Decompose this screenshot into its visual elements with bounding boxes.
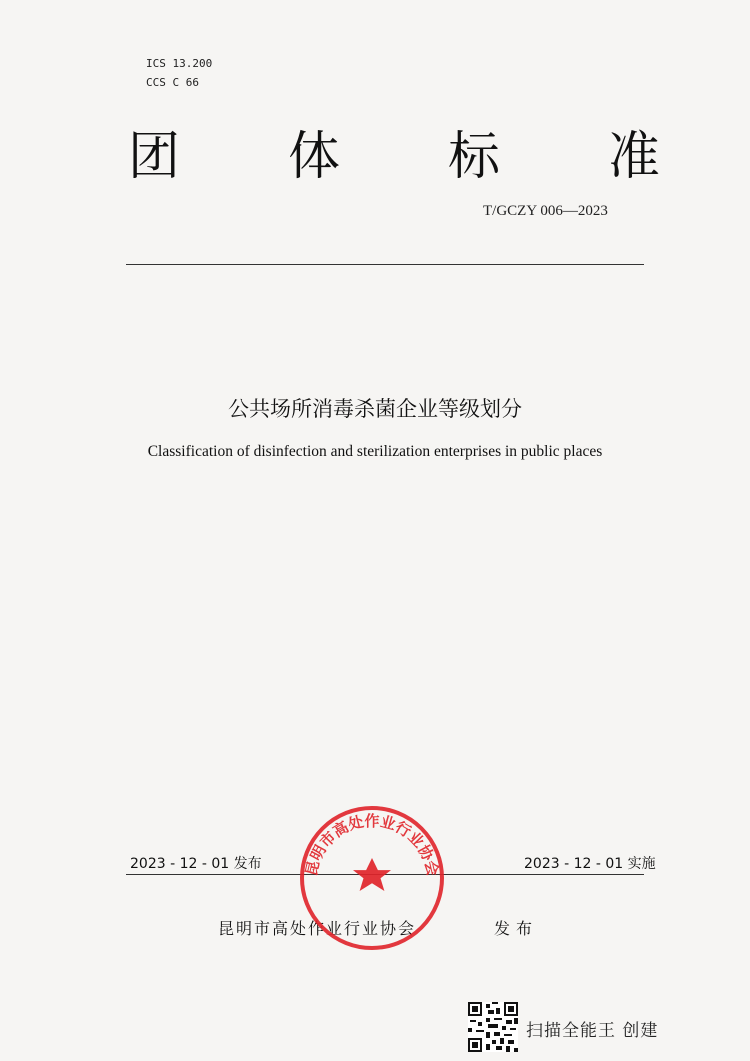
implement-date: 2023 - 12 - 01 实施 bbox=[524, 856, 656, 872]
qr-code-icon bbox=[468, 1002, 518, 1052]
group-standard-heading bbox=[122, 122, 662, 192]
heading-char-2: 体 bbox=[288, 127, 341, 187]
seal-text: 昆明市高处作业行业协会 bbox=[302, 811, 442, 878]
heading-char-1: 团 bbox=[128, 127, 181, 187]
document-title-cn: 公共场所消毒杀菌企业等级划分 bbox=[228, 397, 522, 421]
ics-code: ICS 13.200 bbox=[146, 57, 213, 70]
scanner-watermark: 扫描全能王 创建 bbox=[526, 1021, 659, 1041]
issue-label: 发布 bbox=[494, 919, 539, 938]
heading-char-4: 准 bbox=[608, 127, 661, 187]
heading-char-3: 标 bbox=[448, 127, 501, 187]
top-divider bbox=[126, 264, 644, 265]
classification-codes bbox=[146, 54, 212, 92]
seal-star-icon bbox=[353, 858, 391, 891]
ccs-code: CCS C 66 bbox=[146, 76, 199, 89]
document-title-en: Classification of disinfection and sterilization enterprises in public places bbox=[147, 443, 603, 460]
official-seal-stamp bbox=[297, 803, 447, 953]
publish-date: 2023 - 12 - 01 发布 bbox=[130, 856, 262, 872]
issuing-organization: 昆明市高处作业行业协会 bbox=[218, 919, 417, 938]
standard-code: T/GCZY 006—2023 bbox=[483, 203, 608, 219]
